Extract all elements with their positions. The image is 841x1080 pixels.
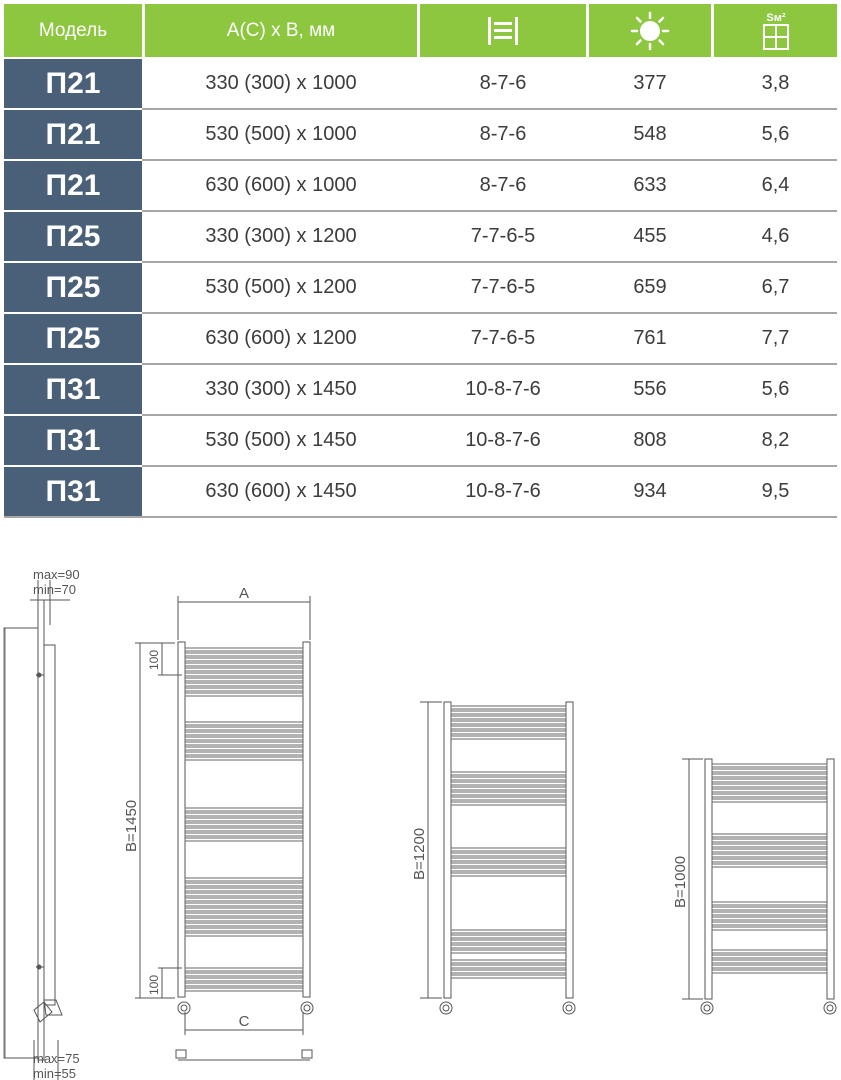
radiator-bar <box>712 789 827 792</box>
header-size-label: A(C) x B, мм <box>226 19 336 41</box>
radiator-bar <box>712 970 827 973</box>
radiator-bar <box>185 722 303 725</box>
model-cell: П25 <box>4 212 142 261</box>
radiator-bar <box>712 849 827 852</box>
radiator-bar <box>185 983 303 986</box>
radiator-bar <box>185 653 303 656</box>
radiator-bar <box>185 757 303 760</box>
height-1450-label: B=1450 <box>123 799 140 852</box>
sun-icon <box>630 11 670 51</box>
radiator-bar <box>712 864 827 867</box>
radiator-bar <box>185 693 303 696</box>
width-label: A <box>238 585 250 602</box>
power-cell: 633 <box>633 174 667 196</box>
sections-cell: 10-8-7-6 <box>465 429 541 451</box>
model-cell: П31 <box>4 416 142 465</box>
radiator-bar <box>451 930 566 933</box>
radiator-bar <box>185 988 303 991</box>
radiator-bar <box>185 658 303 661</box>
header-power <box>589 4 711 57</box>
radiator-bar <box>451 782 566 785</box>
radiator-bar <box>185 918 303 921</box>
table-row <box>0 161 841 212</box>
sections-cell: 8-7-6 <box>479 72 527 94</box>
radiator-bar <box>185 923 303 926</box>
radiator-bar <box>451 965 566 968</box>
model-cell: П21 <box>4 59 142 108</box>
radiator-bar <box>185 678 303 681</box>
radiator-bar <box>185 673 303 676</box>
radiator-bar <box>712 839 827 842</box>
size-cell: 630 (600) x 1000 <box>205 174 357 196</box>
model-cell: П21 <box>4 161 142 210</box>
size-cell: 630 (600) x 1200 <box>205 327 357 349</box>
radiator-bar <box>451 950 566 953</box>
radiator-bar <box>712 902 827 905</box>
radiator-bar <box>712 859 827 862</box>
radiator-bar <box>451 945 566 948</box>
header-model-label: Модель <box>38 19 108 41</box>
radiator-bar <box>712 854 827 857</box>
power-cell: 455 <box>633 225 667 247</box>
radiator-bar <box>451 726 566 729</box>
radiator-bar <box>451 873 566 876</box>
radiator-bar <box>185 933 303 936</box>
area-cell: 9,5 <box>761 480 790 502</box>
sections-cell: 10-8-7-6 <box>465 480 541 502</box>
area-cell: 5,6 <box>761 378 790 400</box>
radiator-bar <box>185 913 303 916</box>
table-header <box>0 4 841 57</box>
radiator-bar <box>185 828 303 831</box>
radiator-bar <box>451 935 566 938</box>
radiator-bar <box>712 834 827 837</box>
dimension-drawings <box>0 520 841 1080</box>
size-cell: 330 (300) x 1200 <box>205 225 357 247</box>
radiator-bar <box>185 888 303 891</box>
area-cell: 6,7 <box>761 276 790 298</box>
radiator-bar <box>451 731 566 734</box>
sections-cell: 8-7-6 <box>479 174 527 196</box>
radiator-bar <box>712 769 827 772</box>
radiator-bar <box>185 737 303 740</box>
area-cell: 4,6 <box>761 225 790 247</box>
power-cell: 659 <box>633 276 667 298</box>
radiator-bar <box>185 818 303 821</box>
radiator-bar <box>185 968 303 971</box>
radiator-bar <box>185 688 303 691</box>
connection-label: C <box>238 1013 250 1030</box>
radiator-bar <box>712 799 827 802</box>
header-area <box>714 4 837 57</box>
sections-cell: 7-7-6-5 <box>470 327 536 349</box>
radiator-bar <box>451 711 566 714</box>
radiator-bar <box>712 927 827 930</box>
table-row <box>0 467 841 518</box>
radiator-bar <box>185 823 303 826</box>
radiator-bar <box>451 772 566 775</box>
radiator-bar <box>185 742 303 745</box>
radiator-bar <box>451 960 566 963</box>
sections-icon <box>486 16 520 46</box>
radiator-bar <box>185 648 303 651</box>
radiator-bar <box>712 907 827 910</box>
radiator-bar <box>185 978 303 981</box>
radiator-bar <box>712 912 827 915</box>
size-cell: 530 (500) x 1450 <box>205 429 357 451</box>
radiator-bar <box>451 802 566 805</box>
header-model <box>4 4 142 57</box>
area-cell: 3,8 <box>761 72 790 94</box>
radiator-bar <box>185 878 303 881</box>
radiator-bar <box>185 973 303 976</box>
area-unit-label: Sм² <box>765 11 786 24</box>
sections-cell: 7-7-6-5 <box>470 225 536 247</box>
table-bottom-line <box>4 516 837 518</box>
model-cell: П31 <box>4 365 142 414</box>
radiator-bar <box>451 706 566 709</box>
size-cell: 330 (300) x 1000 <box>205 72 357 94</box>
radiator-bar <box>185 668 303 671</box>
header-size <box>145 4 417 57</box>
table-row <box>0 263 841 314</box>
radiator-bar <box>712 774 827 777</box>
side-bottom-min: min=55 <box>33 1066 76 1080</box>
radiator-bar <box>185 747 303 750</box>
radiator-bar <box>451 970 566 973</box>
area-cell: 7,7 <box>761 327 790 349</box>
radiator-bar <box>712 965 827 968</box>
power-cell: 934 <box>633 480 667 502</box>
radiator-bar <box>185 732 303 735</box>
radiator-bar <box>185 833 303 836</box>
radiator-bar <box>185 752 303 755</box>
table-row <box>0 365 841 416</box>
radiator-bar <box>712 764 827 767</box>
radiator-bar <box>451 853 566 856</box>
radiator-bar <box>451 736 566 739</box>
sections-cell: 8-7-6 <box>479 123 527 145</box>
power-cell: 761 <box>633 327 667 349</box>
radiator-bar <box>185 838 303 841</box>
radiator-bar <box>712 784 827 787</box>
radiator-bar <box>185 813 303 816</box>
radiator-bar <box>185 908 303 911</box>
radiator-bar <box>712 794 827 797</box>
radiator-bar <box>712 950 827 953</box>
radiator-bar <box>185 727 303 730</box>
size-cell: 530 (500) x 1000 <box>205 123 357 145</box>
model-cell: П21 <box>4 110 142 159</box>
power-cell: 548 <box>633 123 667 145</box>
side-view <box>4 580 70 1080</box>
table-row <box>0 110 841 161</box>
side-bottom-max: max=75 <box>33 1051 80 1066</box>
height-1200-label: B=1200 <box>411 827 428 880</box>
height-1000-label: B=1000 <box>672 855 689 908</box>
power-cell: 808 <box>633 429 667 451</box>
size-cell: 330 (300) x 1450 <box>205 378 357 400</box>
radiator-bar <box>451 940 566 943</box>
header-sections <box>420 4 586 57</box>
table-row <box>0 416 841 467</box>
radiator-bar <box>185 883 303 886</box>
radiator-bar <box>451 868 566 871</box>
radiator-bar <box>451 787 566 790</box>
radiator-bar <box>185 928 303 931</box>
size-cell: 530 (500) x 1200 <box>205 276 357 298</box>
table-row <box>0 212 841 263</box>
sections-cell: 10-8-7-6 <box>465 378 541 400</box>
radiator-bar <box>451 863 566 866</box>
radiator-bar <box>451 848 566 851</box>
side-top-max: max=90 <box>33 567 80 582</box>
model-cell: П25 <box>4 314 142 363</box>
model-cell: П31 <box>4 467 142 516</box>
radiator-bar <box>451 797 566 800</box>
radiator-bar <box>185 903 303 906</box>
table-row <box>0 314 841 365</box>
radiator-bar <box>185 683 303 686</box>
radiator-bar <box>185 808 303 811</box>
table-row <box>0 59 841 110</box>
radiator-bar <box>712 922 827 925</box>
radiator-bar <box>712 960 827 963</box>
radiator-bar <box>451 721 566 724</box>
radiator-bar <box>185 898 303 901</box>
radiator-bar <box>712 779 827 782</box>
area-cell: 5,6 <box>761 123 790 145</box>
area-icon <box>758 10 794 52</box>
power-cell: 377 <box>633 72 667 94</box>
radiator-bar <box>185 663 303 666</box>
area-cell: 6,4 <box>761 174 790 196</box>
sections-cell: 7-7-6-5 <box>470 276 536 298</box>
radiator-bar <box>185 893 303 896</box>
radiator-bar <box>451 792 566 795</box>
radiator-bar <box>451 777 566 780</box>
side-top-min: min=70 <box>33 582 76 597</box>
model-cell: П25 <box>4 263 142 312</box>
radiator-bar <box>451 858 566 861</box>
radiator-bar <box>712 917 827 920</box>
offset-bottom-label: 100 <box>147 974 161 995</box>
area-cell: 8,2 <box>761 429 790 451</box>
power-cell: 556 <box>633 378 667 400</box>
offset-top-label: 100 <box>147 649 161 670</box>
size-cell: 630 (600) x 1450 <box>205 480 357 502</box>
radiator-bar <box>451 716 566 719</box>
radiator-bar <box>712 955 827 958</box>
radiator-bar <box>712 844 827 847</box>
radiator-bar <box>451 975 566 978</box>
